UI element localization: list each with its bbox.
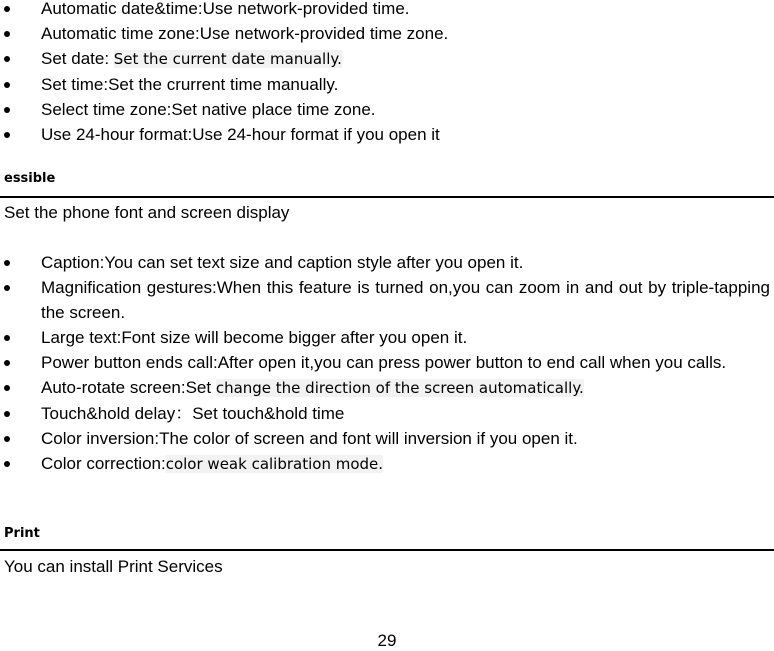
item-label: Color inversion: [41,429,160,448]
list-item [0,451,774,477]
bullet-icon [4,6,10,12]
item-label: Touch&hold delay： [41,404,193,423]
section-divider [0,549,774,551]
item-label: Set date: [41,49,114,68]
item-desc: change the direction of the screen automatically. [215,379,584,397]
bullet-icon [4,56,10,62]
item-desc: Set native place time zone. [171,100,376,119]
list-item [0,401,774,426]
bullet-icon [4,385,10,391]
bullet-icon [4,360,10,366]
item-label: Color correction: [41,454,166,473]
item-desc: Set touch&hold time [192,404,345,423]
list-item [0,250,774,275]
accessible-intro: Set the phone font and screen display [4,203,290,222]
list-item [0,426,774,451]
item-desc: When this feature is turned on,you can zoom in and out by triple-tapping the screen. [41,278,770,322]
item-label: Set time: [41,75,109,94]
item-label: Large text: [41,328,122,347]
list-item [0,21,774,46]
bullet-icon [4,31,10,37]
item-label: Use 24-hour format: [41,125,193,144]
list-item [0,72,774,97]
print-section-heading: Print [4,526,40,541]
item-desc: Set the current date manually. [113,50,342,68]
item-desc: color weak calibration mode. [165,455,384,473]
item-desc: You can set text size and caption style after you open it. [104,253,524,272]
item-label: Auto-rotate screen:Set [41,378,216,397]
item-label: Caption: [41,253,105,272]
item-label: Magnification gestures: [41,278,217,297]
item-desc: After open it,you can press power button to end call when you calls. [217,353,727,372]
bullet-icon [4,411,10,417]
bullet-icon [4,107,10,113]
item-desc: Use 24-hour format if you open it [192,125,440,144]
item-label: Power button ends call: [41,353,218,372]
bullet-icon [4,82,10,88]
item-desc: Use network-provided time zone. [199,24,449,43]
list-item [0,350,774,375]
bullet-icon [4,260,10,266]
bullet-icon [4,436,10,442]
page-number: 29 [377,631,397,650]
item-label: Automatic date&time: [41,0,203,18]
list-item [0,275,774,325]
bullet-icon [4,285,10,291]
bullet-icon [4,335,10,341]
item-label: Automatic time zone: [41,24,200,43]
list-item [0,97,774,122]
bullet-icon [4,461,10,467]
item-label: Select time zone: [41,100,172,119]
item-desc: Set the crurrent time manually. [108,75,339,94]
item-desc: Font size will become bigger after you open it. [121,328,468,347]
accessible-section-heading: essible [4,171,56,186]
list-item [0,122,774,147]
print-intro: You can install Print Services [4,557,223,576]
list-item [0,325,774,350]
item-desc: Use network-provided time. [202,0,410,18]
list-item [0,46,774,72]
item-desc: The color of screen and font will inversion if you open it. [159,429,578,448]
section-divider [0,196,774,198]
accessible-settings-list [0,250,774,477]
list-item [0,0,774,21]
date-time-settings-list [0,0,774,147]
bullet-icon [4,132,10,138]
list-item [0,375,774,401]
